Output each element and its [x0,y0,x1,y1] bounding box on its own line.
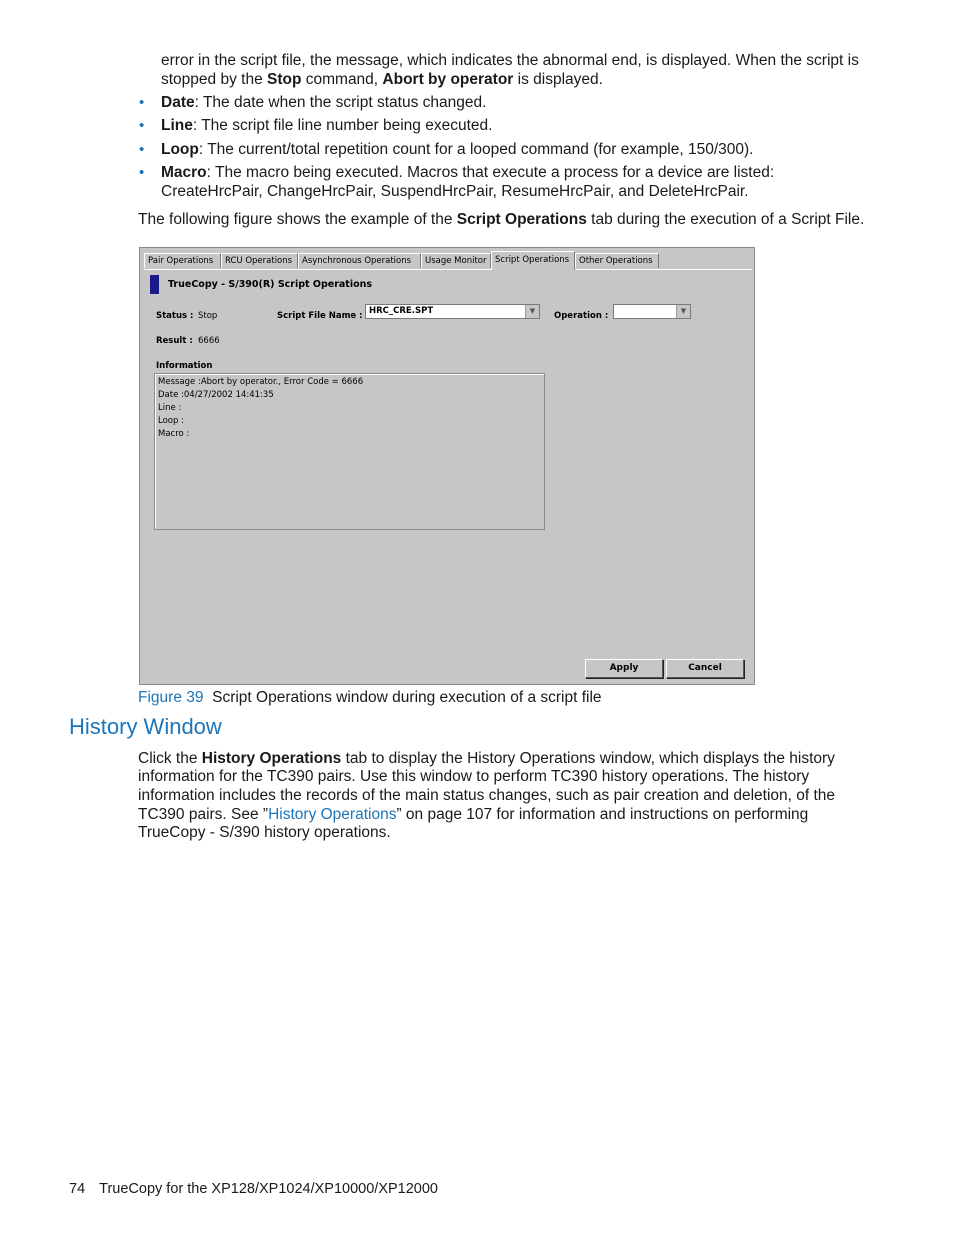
info-line: Message :Abort by operator., Error Code = 6666 [158,377,364,387]
result-label: Result : [156,336,193,346]
information-label: Information [156,361,213,371]
bullet-icon: • [139,141,145,158]
figure-label: Figure 39 [138,689,204,706]
bullet-icon: • [139,164,145,181]
figure-intro: The following figure shows the example of the Script Operations tab during the execution of a Script File. [138,211,865,228]
bullet-icon: • [139,117,145,134]
cancel-button[interactable]: Cancel [666,659,744,678]
script-file-select[interactable]: HRC_CRE.SPT ▼ [365,304,540,319]
tab-other-operations[interactable]: Other Operations [575,253,659,268]
chevron-down-icon[interactable]: ▼ [676,305,690,318]
figure-caption: Figure 39 Script Operations window during execution of a script file [138,689,602,706]
page-number: 74 [69,1181,86,1197]
status-value: Stop [198,311,218,321]
tab-pair-operations[interactable]: Pair Operations [144,253,221,268]
info-line: Date :04/27/2002 14:41:35 [158,390,274,400]
history-operations-link[interactable]: History Operations [268,806,397,823]
script-file-label: Script File Name : [277,311,363,321]
bullet-icon: • [139,94,145,111]
history-line-1: Click the History Operations tab to display the History Operations window, which displays the history [138,750,835,767]
apply-button[interactable]: Apply [585,659,663,678]
bullet-macro: Macro: The macro being executed. Macros that execute a process for a device are listed: [161,164,775,181]
tab-bar [144,252,752,270]
intro-line-1: error in the script file, the message, which indicates the abnormal end, is displayed. When the script is [161,52,859,69]
footer-title: TrueCopy for the XP128/XP1024/XP10000/XP12000 [99,1181,438,1197]
operation-select[interactable] [613,304,691,319]
panel-title: TrueCopy - S/390(R) Script Operations [168,279,373,290]
bullet-date: Date: The date when the script status changed. [161,94,487,111]
intro-line-2: stopped by the Stop command, Abort by operator is displayed. [161,71,603,88]
bullet-macro-continuation: CreateHrcPair, ChangeHrcPair, SuspendHrcPair, ResumeHrcPair, and DeleteHrcPair. [161,183,749,200]
chevron-down-icon[interactable]: ▼ [525,305,539,318]
information-textarea[interactable] [154,373,545,530]
page-footer [69,1180,438,1199]
result-value: 6666 [198,336,220,346]
section-heading: History Window [69,714,222,739]
history-line-2: information for the TC390 pairs. Use this window to perform TC390 history operations. The history [138,768,810,785]
status-label: Status : [156,311,194,321]
info-line: Loop : [158,416,184,426]
tab-asynchronous-operations[interactable]: Asynchronous Operations [298,253,421,268]
info-line: Macro : [158,429,190,439]
title-marker [150,275,159,294]
bullet-line: Line: The script file line number being executed. [161,117,493,134]
script-operations-screenshot [139,247,755,685]
history-line-3: information includes the records of the main status changes, such as pair creation and deletion, of the [138,787,836,804]
operation-label: Operation : [554,311,609,321]
tab-usage-monitor[interactable]: Usage Monitor [421,253,491,268]
tab-rcu-operations[interactable]: RCU Operations [221,253,298,268]
history-line-4: TC390 pairs. See ”History Operations” on page 107 for information and instructions on performing [138,806,809,823]
tab-script-operations[interactable]: Script Operations [491,251,575,270]
info-line: Line : [158,403,182,413]
history-line-5: TrueCopy - S/390 history operations. [138,824,391,841]
bullet-loop: Loop: The current/total repetition count for a looped command (for example, 150/300). [161,141,754,158]
